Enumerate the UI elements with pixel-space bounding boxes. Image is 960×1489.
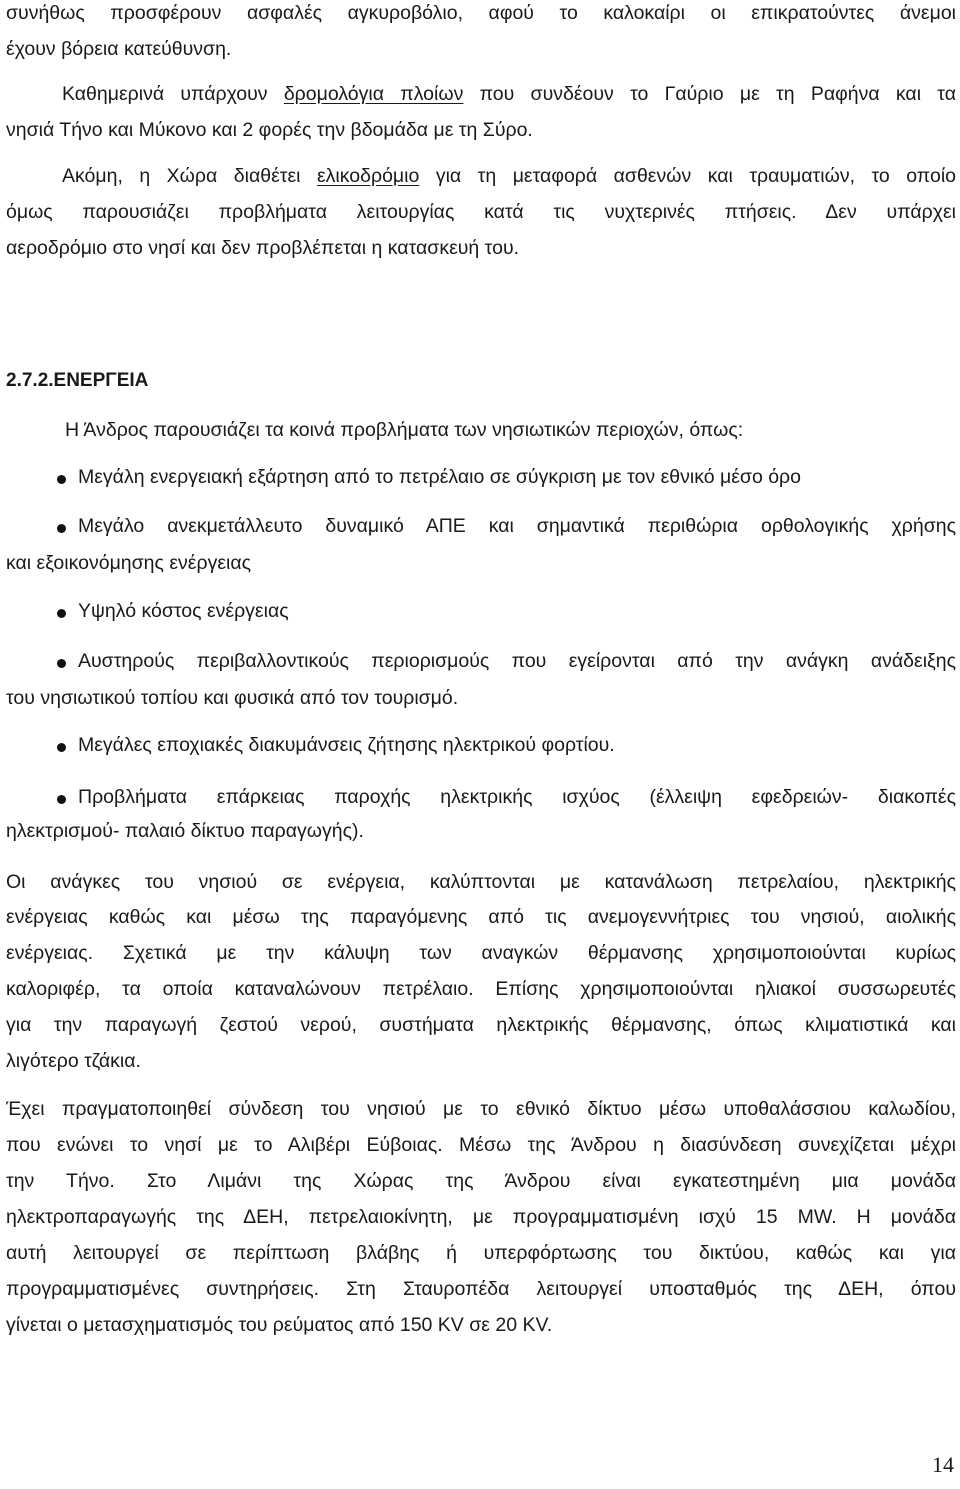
paragraph-line: προγραμματισμένες συντηρήσεις. Στη Σταυροπέδα λειτουργεί υποσταθμός της ΔΕΗ, όπου	[6, 1278, 956, 1300]
bullet-icon	[57, 659, 66, 668]
paragraph-line: ηλεκτροπαραγωγής της ΔΕΗ, πετρελαιοκίνητη, με προγραμματισμένη ισχύ 15 MW. Η μονάδα	[6, 1206, 956, 1228]
paragraph-line	[62, 165, 956, 188]
bullet-item: Προβλήματα επάρκειας παροχής ηλεκτρικής ισχύος (έλλειψη εφεδρειών- διακοπές	[78, 786, 956, 808]
paragraph-line: που ενώνει το νησί με το Αλιβέρι Εύβοιας. Μέσω της Άνδρου η διασύνδεση συνεχίζεται μέχρι	[6, 1134, 956, 1156]
paragraph-line: καλοριφέρ, τα οποία καταναλώνουν πετρέλαιο. Επίσης χρησιμοποιούνται ηλιακοί συσσωρευτές	[6, 978, 956, 1000]
paragraph-line: Οι ανάγκες του νησιού σε ενέργεια, καλύπτονται με κατανάλωση πετρελαίου, ηλεκτρικής	[6, 871, 956, 893]
paragraph-line: ενέργειας. Σχετικά με την κάλυψη των αναγκών θέρμανσης χρησιμοποιούνται κυρίως	[6, 942, 956, 964]
text-segment: Ακόμη, η Χώρα διαθέτει	[62, 165, 317, 187]
bullet-item: Υψηλό κόστος ενέργειας	[78, 600, 289, 622]
text-segment: για τη μεταφορά ασθενών και τραυματιών, το οποίο	[419, 165, 956, 187]
page-number: 14	[932, 1452, 954, 1477]
bullet-item-continuation: και εξοικονόμησης ενέργειας	[6, 552, 252, 574]
bullet-item: Μεγάλο ανεκμετάλλευτο δυναμικό ΑΠΕ και σημαντικά περιθώρια ορθολογικής χρήσης	[78, 515, 956, 537]
paragraph-line: για την παραγωγή ζεστού νερού, συστήματα ηλεκτρικής θέρμανσης, όπως κλιματιστικά και	[6, 1014, 956, 1036]
paragraph-line: συνήθως προσφέρουν ασφαλές αγκυροβόλιο, αφού το καλοκαίρι οι επικρατούντες άνεμοι	[6, 2, 956, 24]
bullet-item-continuation: του νησιωτικού τοπίου και φυσικά από τον τουρισμό.	[6, 687, 459, 709]
paragraph-line: αεροδρόμιο στο νησί και δεν προβλέπεται η κατασκευή του.	[6, 237, 520, 259]
paragraph-line: ενέργειας καθώς και μέσω της παραγόμενης από τις ανεμογεννήτριες του νησιού, αιολικής	[6, 906, 956, 928]
paragraph-line: έχουν βόρεια κατεύθυνση.	[6, 38, 232, 60]
bullet-item-continuation: ηλεκτρισμού- παλαιό δίκτυο παραγωγής).	[6, 820, 364, 842]
paragraph-line: όμως παρουσιάζει προβλήματα λειτουργίας κατά τις νυχτερινές πτήσεις. Δεν υπάρχει	[6, 201, 956, 223]
bullet-icon	[57, 795, 66, 804]
bullet-icon	[57, 743, 66, 752]
section-heading: 2.7.2.ΕΝΕΡΓΕΙΑ	[6, 370, 149, 391]
paragraph-line: λιγότερο τζάκια.	[6, 1050, 141, 1072]
bullet-item: Μεγάλη ενεργειακή εξάρτηση από το πετρέλαιο σε σύγκριση με τον εθνικό μέσο όρο	[78, 466, 801, 488]
paragraph-line: αυτή λειτουργεί σε περίπτωση βλάβης ή υπερφόρτωσης του δικτύου, καθώς και για	[6, 1242, 956, 1264]
bullet-icon	[57, 475, 66, 484]
bullet-item: Αυστηρούς περιβαλλοντικούς περιορισμούς που εγείρονται από την ανάγκη ανάδειξης	[78, 650, 956, 672]
heliport-link: ελικοδρόμιο	[316, 165, 420, 187]
paragraph-line: την Τήνο. Στο Λιμάνι της Χώρας της Άνδρου είναι εγκατεστημένη μια μονάδα	[6, 1170, 956, 1192]
text-segment: Καθημερινά υπάρχουν	[62, 83, 284, 105]
text-segment: που συνδέουν το Γαύριο με τη Ραφήνα και τα	[463, 83, 957, 105]
paragraph-line: Έχει πραγματοποιηθεί σύνδεση του νησιού με το εθνικό δίκτυο μέσω υποθαλάσσιου καλωδίου,	[6, 1098, 956, 1120]
section-intro: Η Άνδρος παρουσιάζει τα κοινά προβλήματα των νησιωτικών περιοχών, όπως:	[65, 419, 744, 441]
paragraph-line	[62, 83, 956, 106]
bullet-icon	[57, 524, 66, 533]
paragraph-line: νησιά Τήνο και Μύκονο και 2 φορές την βδομάδα με τη Σύρο.	[6, 119, 533, 141]
ferry-routes-link: δρομολόγια πλοίων	[283, 83, 464, 105]
bullet-item: Μεγάλες εποχιακές διακυμάνσεις ζήτησης ηλεκτρικού φορτίου.	[78, 734, 615, 756]
paragraph-line: γίνεται ο μετασχηματισμός του ρεύματος από 150 KV σε 20 KV.	[6, 1314, 553, 1336]
bullet-icon	[57, 609, 66, 618]
